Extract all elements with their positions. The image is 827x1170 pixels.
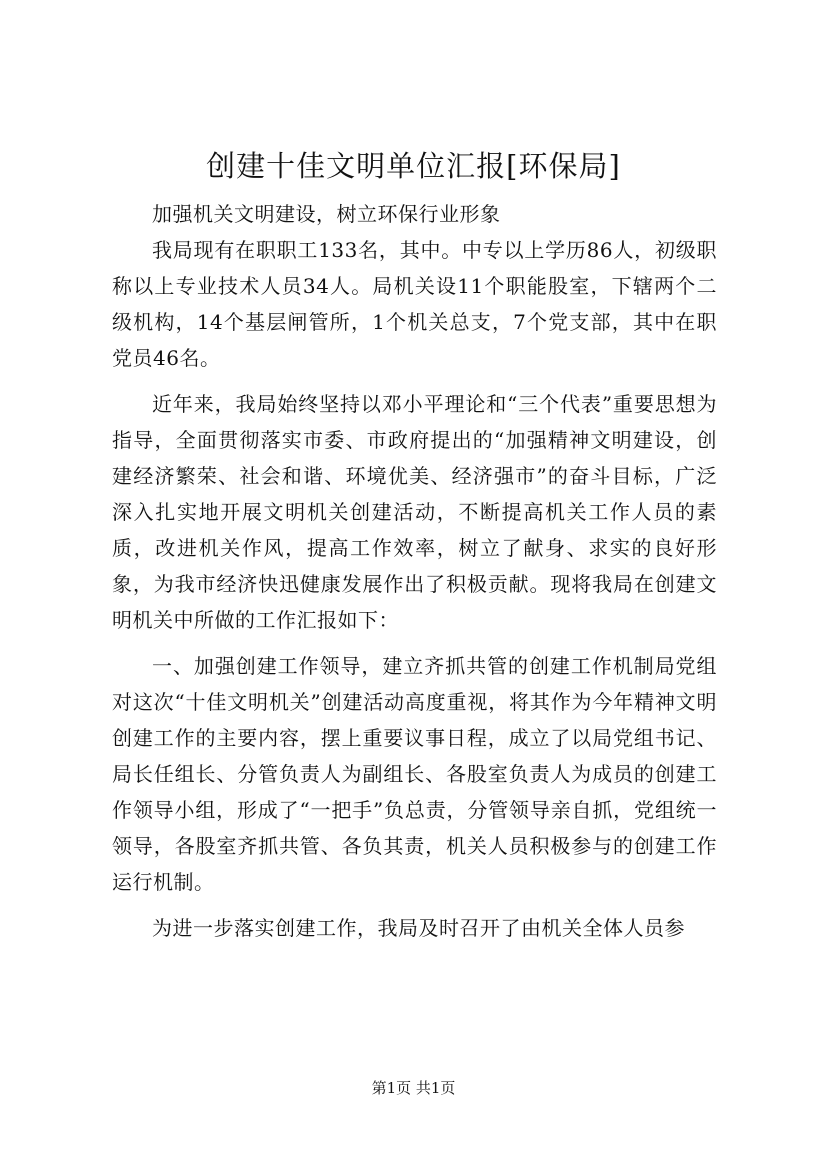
page-footer: 第1页 共1页 [371,1079,456,1097]
paragraph-introduction: 近年来，我局始终坚持以邓小平理论和“三个代表”重要思想为指导，全面贯彻落实市委、市政府提出的“加强精神文明建设，创建经济繁荣、社会和谐、环境优美、经济强市”的奋斗目标，广泛深入扎实地开展文明机关创建活动，不断提高机关工作人员的素质，改进机关作风，提高工作效率，树立了献身、求实的良好形象，为我市经济快迅健康发展作出了积极贡献。现将我局在创建文明机关中所做的工作汇报如下： [112,392,717,632]
document-body [112,196,717,946]
document-subtitle: 加强机关文明建设，树立环保行业形象 [152,202,501,226]
page-title: 创建十佳文明单位汇报[环保局] [206,149,621,183]
paragraph-continuation: 为进一步落实创建工作，我局及时召开了由机关全体人员参 [152,916,685,940]
paragraph-staff-overview: 我局现有在职职工133名，其中。中专以上学历86人，初级职称以上专业技术人员34人。局机关设11个职能股室，下辖两个二级机构，14个基层闸管所，1个机关总支，7个党支部，其中在职党员46名。 [112,238,717,370]
paragraph-section-one: 一、加强创建工作领导，建立齐抓共管的创建工作机制局党组对这次“十佳文明机关”创建活动高度重视，将其作为今年精神文明创建工作的主要内容，摆上重要议事日程，成立了以局党组书记、局长任组长、分管负责人为副组长、各股室负责人为成员的创建工作领导小组，形成了“一把手”负总责，分管领导亲自抓，党组统一领导，各股室齐抓共管、各负其责，机关人员积极参与的创建工作运行机制。 [112,654,717,894]
